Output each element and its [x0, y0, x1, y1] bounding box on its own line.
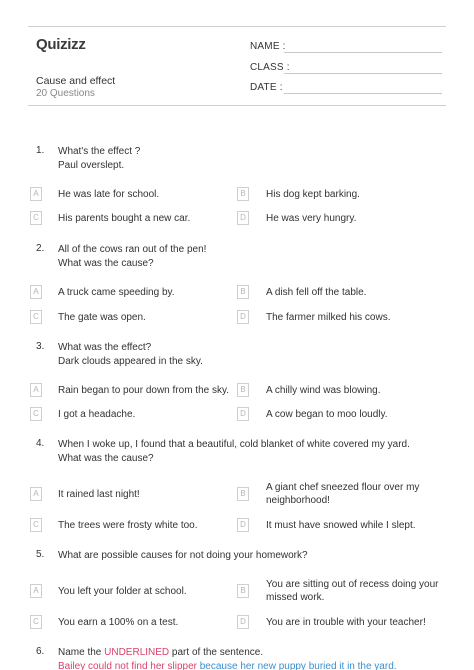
- question-text: [58, 646, 468, 670]
- option-letter-c[interactable]: C: [30, 407, 42, 421]
- option-text[interactable]: It must have snowed while I slept.: [266, 520, 416, 531]
- name-field[interactable]: [284, 52, 442, 53]
- question-line: What's the effect ?: [58, 146, 141, 157]
- option-letter-b[interactable]: B: [237, 285, 249, 299]
- option-letter-a[interactable]: A: [30, 383, 42, 397]
- sentence-blue-part: because her new puppy buried it in the yard.: [199, 660, 397, 670]
- prompt-after: part of the sentence.: [169, 647, 264, 658]
- option-letter-a[interactable]: A: [30, 285, 42, 299]
- option-letter-b[interactable]: B: [237, 187, 249, 201]
- brand-logo: Quizizz: [36, 36, 86, 53]
- question-text: [58, 243, 438, 270]
- option-text[interactable]: You are sitting out of recess doing your missed work.: [266, 579, 439, 603]
- option-text[interactable]: He was very hungry.: [266, 213, 357, 224]
- option-letter-c[interactable]: C: [30, 211, 42, 225]
- question-number: 4.: [36, 438, 45, 449]
- question-line: When I woke up, I found that a beautiful, cold blanket of white covered my yard.: [58, 439, 410, 450]
- question-line: What are possible causes for not doing your homework?: [58, 550, 308, 561]
- question-number: 5.: [36, 549, 45, 560]
- option-letter-a[interactable]: A: [30, 487, 42, 501]
- question-line: [58, 646, 468, 660]
- date-field[interactable]: [284, 93, 442, 94]
- option-letter-c[interactable]: C: [30, 615, 42, 629]
- option-letter-c[interactable]: C: [30, 310, 42, 324]
- prompt-highlight: UNDERLINED: [104, 647, 170, 658]
- option-text[interactable]: A cow began to moo loudly.: [266, 409, 388, 420]
- option-text[interactable]: You earn a 100% on a test.: [58, 617, 179, 628]
- question-count: 20 Questions: [36, 88, 95, 99]
- question-line: Dark clouds appeared in the sky.: [58, 355, 203, 367]
- option-letter-d[interactable]: D: [237, 518, 249, 532]
- option-text[interactable]: He was late for school.: [58, 189, 160, 200]
- option-text[interactable]: The farmer milked his cows.: [266, 312, 391, 323]
- option-letter-a[interactable]: A: [30, 187, 42, 201]
- question-sentence: [58, 660, 468, 670]
- question-number: 3.: [36, 341, 45, 352]
- question-line: All of the cows ran out of the pen!: [58, 244, 207, 255]
- question-line: What was the cause?: [58, 257, 154, 269]
- prompt-before: Name the: [58, 647, 105, 658]
- option-text[interactable]: A giant chef sneezed flour over my neighborhood!: [266, 482, 420, 506]
- question-number: 6.: [36, 646, 45, 657]
- worksheet-header: [28, 26, 446, 106]
- question-line: Paul overslept.: [58, 159, 125, 171]
- name-label: NAME :: [250, 41, 286, 52]
- option-text[interactable]: His dog kept barking.: [266, 189, 360, 200]
- option-letter-d[interactable]: D: [237, 211, 249, 225]
- question-text: [58, 549, 438, 563]
- option-letter-d[interactable]: D: [237, 615, 249, 629]
- option-letter-c[interactable]: C: [30, 518, 42, 532]
- option-text[interactable]: It rained last night!: [58, 489, 140, 500]
- option-letter-b[interactable]: B: [237, 383, 249, 397]
- worksheet-title: Cause and effect: [36, 75, 116, 87]
- option-letter-b[interactable]: B: [237, 487, 249, 501]
- sentence-red-part: Bailey could not find her slipper: [58, 660, 200, 670]
- question-number: 1.: [36, 145, 45, 156]
- option-text[interactable]: The trees were frosty white too.: [58, 520, 198, 531]
- option-text[interactable]: The gate was open.: [58, 312, 146, 323]
- option-text[interactable]: You are in trouble with your teacher!: [266, 617, 426, 628]
- option-text[interactable]: You left your folder at school.: [58, 586, 187, 597]
- option-letter-d[interactable]: D: [237, 310, 249, 324]
- option-text[interactable]: A dish fell off the table.: [266, 287, 367, 298]
- option-text[interactable]: A truck came speeding by.: [58, 287, 175, 298]
- question-line: What was the cause?: [58, 452, 154, 464]
- class-label: CLASS :: [250, 62, 290, 73]
- option-text[interactable]: Rain began to pour down from the sky.: [58, 385, 230, 396]
- question-text: [58, 341, 438, 368]
- option-text[interactable]: His parents bought a new car.: [58, 213, 191, 224]
- option-text[interactable]: I got a headache.: [58, 409, 136, 420]
- question-text: [58, 145, 438, 172]
- option-letter-a[interactable]: A: [30, 584, 42, 598]
- date-label: DATE :: [250, 82, 283, 93]
- option-letter-b[interactable]: B: [237, 584, 249, 598]
- option-letter-d[interactable]: D: [237, 407, 249, 421]
- question-number: 2.: [36, 243, 45, 254]
- option-text[interactable]: A chilly wind was blowing.: [266, 385, 381, 396]
- class-field[interactable]: [284, 73, 442, 74]
- question-text: [58, 438, 438, 465]
- question-line: What was the effect?: [58, 342, 152, 353]
